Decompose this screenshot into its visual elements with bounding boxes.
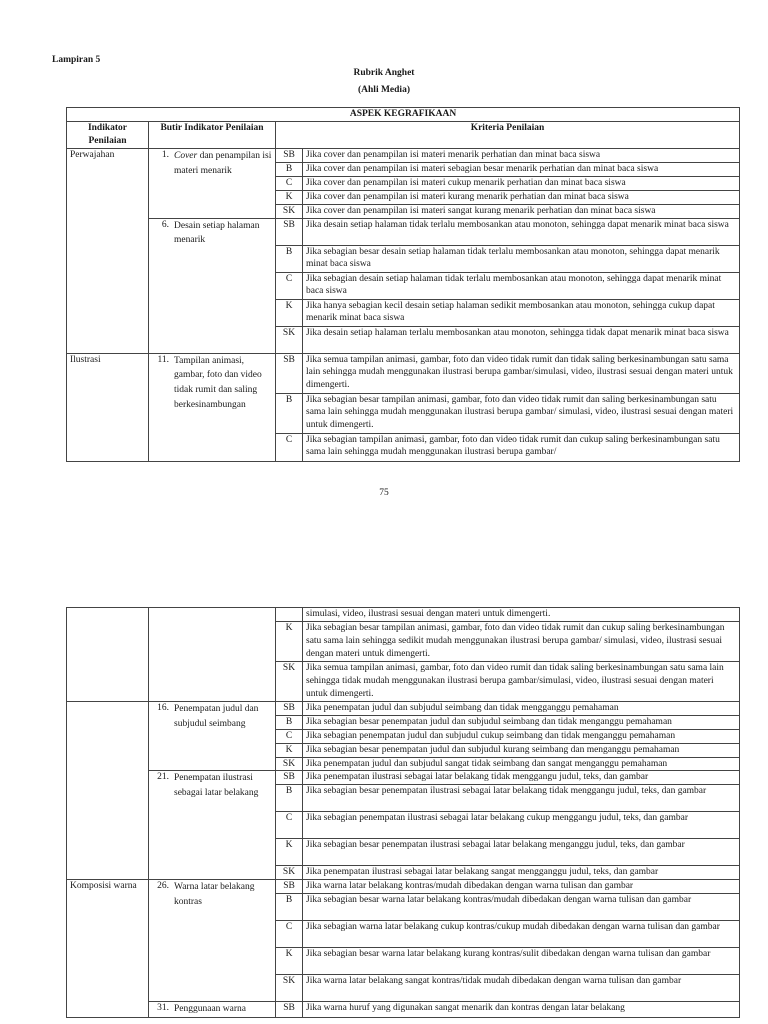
item-cell [149,1002,276,1018]
criteria-text: Jika warna latar belakang sangat kontras/tidak mudah dibedakan dengan warna tulisan dan gambar [303,975,740,1002]
score-code: K [276,839,303,866]
item-number: 1. [161,150,169,160]
criteria-text: Jika sebagian penempatan judul dan subjudul cukup seimbang dan tidak menganggu pemahaman [303,729,740,743]
criteria-text: Jika sebagian desain setiap halaman tidak terlalu membosankan atau monoton, sehingga dapat menarik minat baca siswa [303,272,740,299]
score-code: SB [276,880,303,894]
indicator-cell: Ilustrasi [67,353,149,461]
col-header-butir: Butir Indikator Penilaian [149,122,276,149]
document-subtitle: (Ahli Media) [358,85,410,95]
item-text: Penggunaan warna [174,1004,247,1015]
item-text: Penempatan judul dan subjudul seimbang [174,703,259,729]
document-title: Rubrik Anghet [353,68,415,78]
score-code: K [276,299,303,326]
item-number: 6. [161,219,169,230]
rubric-table-page1 [66,107,740,462]
score-code: C [276,921,303,948]
criteria-text: Jika cover dan penampilan isi materi kurang menarik perhatian dan minat baca siswa [303,190,740,204]
page-number: 75 [379,488,389,498]
score-code: B [276,894,303,921]
score-code: B [276,162,303,176]
score-code: B [276,785,303,812]
score-code: SB [276,701,303,715]
score-code: B [276,715,303,729]
criteria-text: Jika sebagian besar desain setiap halaman tidak terlalu membosankan atau monoton, sehingga dapat menarik minat baca siswa [303,245,740,272]
criteria-text: Jika sebagian besar warna latar belakang kontras/mudah dibedakan dengan warna tulisan dan gambar [303,894,740,921]
criteria-text: Jika cover dan penampilan isi materi cukup menarik perhatian dan minat baca siswa [303,176,740,190]
item-cell [149,771,276,880]
score-code: SB [276,149,303,163]
criteria-text: simulasi, video, ilustrasi sesuai dengan materi untuk dimengerti. [303,608,740,622]
item-text: Desain setiap halaman menarik [174,220,260,246]
criteria-text: Jika cover dan penampilan isi materi sebagian besar menarik perhatian dan minat baca siswa [303,162,740,176]
appendix-label: Lampiran 5 [52,55,101,65]
criteria-text: Jika sebagian besar penempatan ilustrasi sebagai latar belakang menganggu judul, teks, dan gambar [303,839,740,866]
score-code: K [276,621,303,661]
item-number: 26. [157,881,169,892]
criteria-text: Jika warna huruf yang digunakan sangat menarik dan kontras dengan latar belakang [303,1002,740,1018]
aspect-header: ASPEK KEGRAFIKAAN [67,108,740,122]
score-code: SK [276,975,303,1002]
col-header-indikator: Indikator Penilaian [67,122,149,149]
criteria-text: Jika cover dan penampilan isi materi menarik perhatian dan minat baca siswa [303,149,740,163]
score-code: SK [276,204,303,218]
criteria-text: Jika sebagian penempatan ilustrasi sebagai latar belakang cukup menggangu judul, teks, dan gambar [303,812,740,839]
criteria-text: Jika warna latar belakang kontras/mudah dibedakan dengan warna tulisan dan gambar [303,880,740,894]
item-cell [149,701,276,771]
criteria-text: Jika desain setiap halaman tidak terlalu membosankan atau monoton, sehingga dapat menarik minat baca siswa [303,218,740,245]
item-cell [149,880,276,1002]
score-code: SB [276,353,303,393]
criteria-text: Jika semua tampilan animasi, gambar, foto dan video rumit dan tidak saling berkesinambungan satu sama lain sehingga tidak mudah menggunakan ilustrasi berupa gambar/simulasi, video, ilustrasi sesuai dengan materi untuk dimengerti. [303,661,740,701]
item-text: Warna latar belakang kontras [174,882,255,907]
item-cell [149,149,276,219]
score-code: K [276,948,303,975]
criteria-text: Jika sebagian besar penempatan judul dan subjudul seimbang dan tidak menganggu pemahaman [303,715,740,729]
indicator-cell: Perwajahan [67,149,149,354]
score-code: SB [276,771,303,785]
item-number: 31. [157,1003,169,1014]
item-text: Penempatan ilustrasi sebagai latar belakang [174,773,259,799]
score-code: SK [276,326,303,353]
indicator-cell [67,701,149,879]
item-text: Tampilan animasi, gambar, foto dan video tidak rumit dan saling berkesinambungan [174,355,262,410]
item-cell [149,353,276,461]
criteria-text: Jika sebagian tampilan animasi, gambar, foto dan video tidak rumit dan cukup saling berkesinambungan satu sama lain sehingga mudah menggunakan ilustrasi berupa gambar/ [303,433,740,461]
score-code: SB [276,218,303,245]
indicator-cell: Komposisi warna [67,880,149,1018]
score-code: SK [276,661,303,701]
score-code: C [276,433,303,461]
criteria-text: Jika penempatan judul dan subjudul sangat tidak seimbang dan sangat menganggu pemahaman [303,757,740,771]
score-code: C [276,812,303,839]
criteria-text: Jika cover dan penampilan isi materi sangat kurang menarik perhatian dan minat baca siswa [303,204,740,218]
criteria-text: Jika sebagian besar tampilan animasi, gambar, foto dan video tidak rumit dan cukup saling berkesinambungan satu sama lain sehingga sedikit mudah menggunakan ilustrasi berupa gambar/ simulasi, video, ilustrasi sesuai dengan materi untuk dimengerti. [303,621,740,661]
item-cell [149,608,276,702]
item-number: 11. [157,354,169,365]
score-code: C [276,176,303,190]
col-header-kriteria: Kriteria Penilaian [276,122,740,149]
criteria-text: Jika semua tampilan animasi, gambar, foto dan video tidak rumit dan tidak saling berkesinambungan satu sama lain sehingga mudah menggunakan ilustrasi berupa gambar/simulasi, video, ilustrasi sesuai dengan materi untuk dimengerti. [303,353,740,393]
rubric-table-page2 [66,607,740,1018]
criteria-text: Jika sebagian besar warna latar belakang kurang kontras/sulit dibedakan dengan warna tulisan dan gambar [303,948,740,975]
criteria-text: Jika desain setiap halaman terlalu membosankan atau monoton, sehingga tidak dapat menarik minat baca siswa [303,326,740,353]
score-code: K [276,190,303,204]
score-code: B [276,245,303,272]
indicator-cell [67,608,149,702]
criteria-text: Jika sebagian warna latar belakang cukup kontras/cukup mudah dibedakan dengan warna tulisan dan gambar [303,921,740,948]
score-code: SK [276,866,303,880]
criteria-text: Jika penempatan judul dan subjudul seimbang dan tidak mengganggu pemahaman [303,701,740,715]
criteria-text: Jika hanya sebagian kecil desain setiap halaman sedikit membosankan atau monoton, sehingga cukup dapat menarik minat baca siswa [303,299,740,326]
criteria-text: Jika sebagian besar penempatan judul dan subjudul kurang seimbang dan menganggu pemahaman [303,743,740,757]
item-text: Cover dan penampilan isi materi menarik [174,151,272,176]
score-code: K [276,743,303,757]
criteria-text: Jika sebagian besar tampilan animasi, gambar, foto dan video tidak rumit dan saling berkesinambungan satu sama lain sehingga mudah menggunakan ilustrasi berupa gambar/ simulasi, video, ilustrasi sesuai dengan materi untuk dimengerti. [303,393,740,433]
criteria-text: Jika sebagian besar penempatan ilustrasi sebagai latar belakang tidak menggangu judul, teks, dan gambar [303,785,740,812]
criteria-text: Jika penempatan ilustrasi sebagai latar belakang tidak menggangu judul, teks, dan gambar [303,771,740,785]
item-cell [149,218,276,353]
score-code: C [276,729,303,743]
item-number: 21. [157,772,169,783]
score-code: SK [276,757,303,771]
item-number: 16. [157,702,169,713]
score-code: SB [276,1002,303,1018]
criteria-text: Jika penempatan ilustrasi sebagai latar belakang sangat mengganggu judul, teks, dan gambar [303,866,740,880]
score-code: B [276,393,303,433]
score-code [276,608,303,622]
score-code: C [276,272,303,299]
